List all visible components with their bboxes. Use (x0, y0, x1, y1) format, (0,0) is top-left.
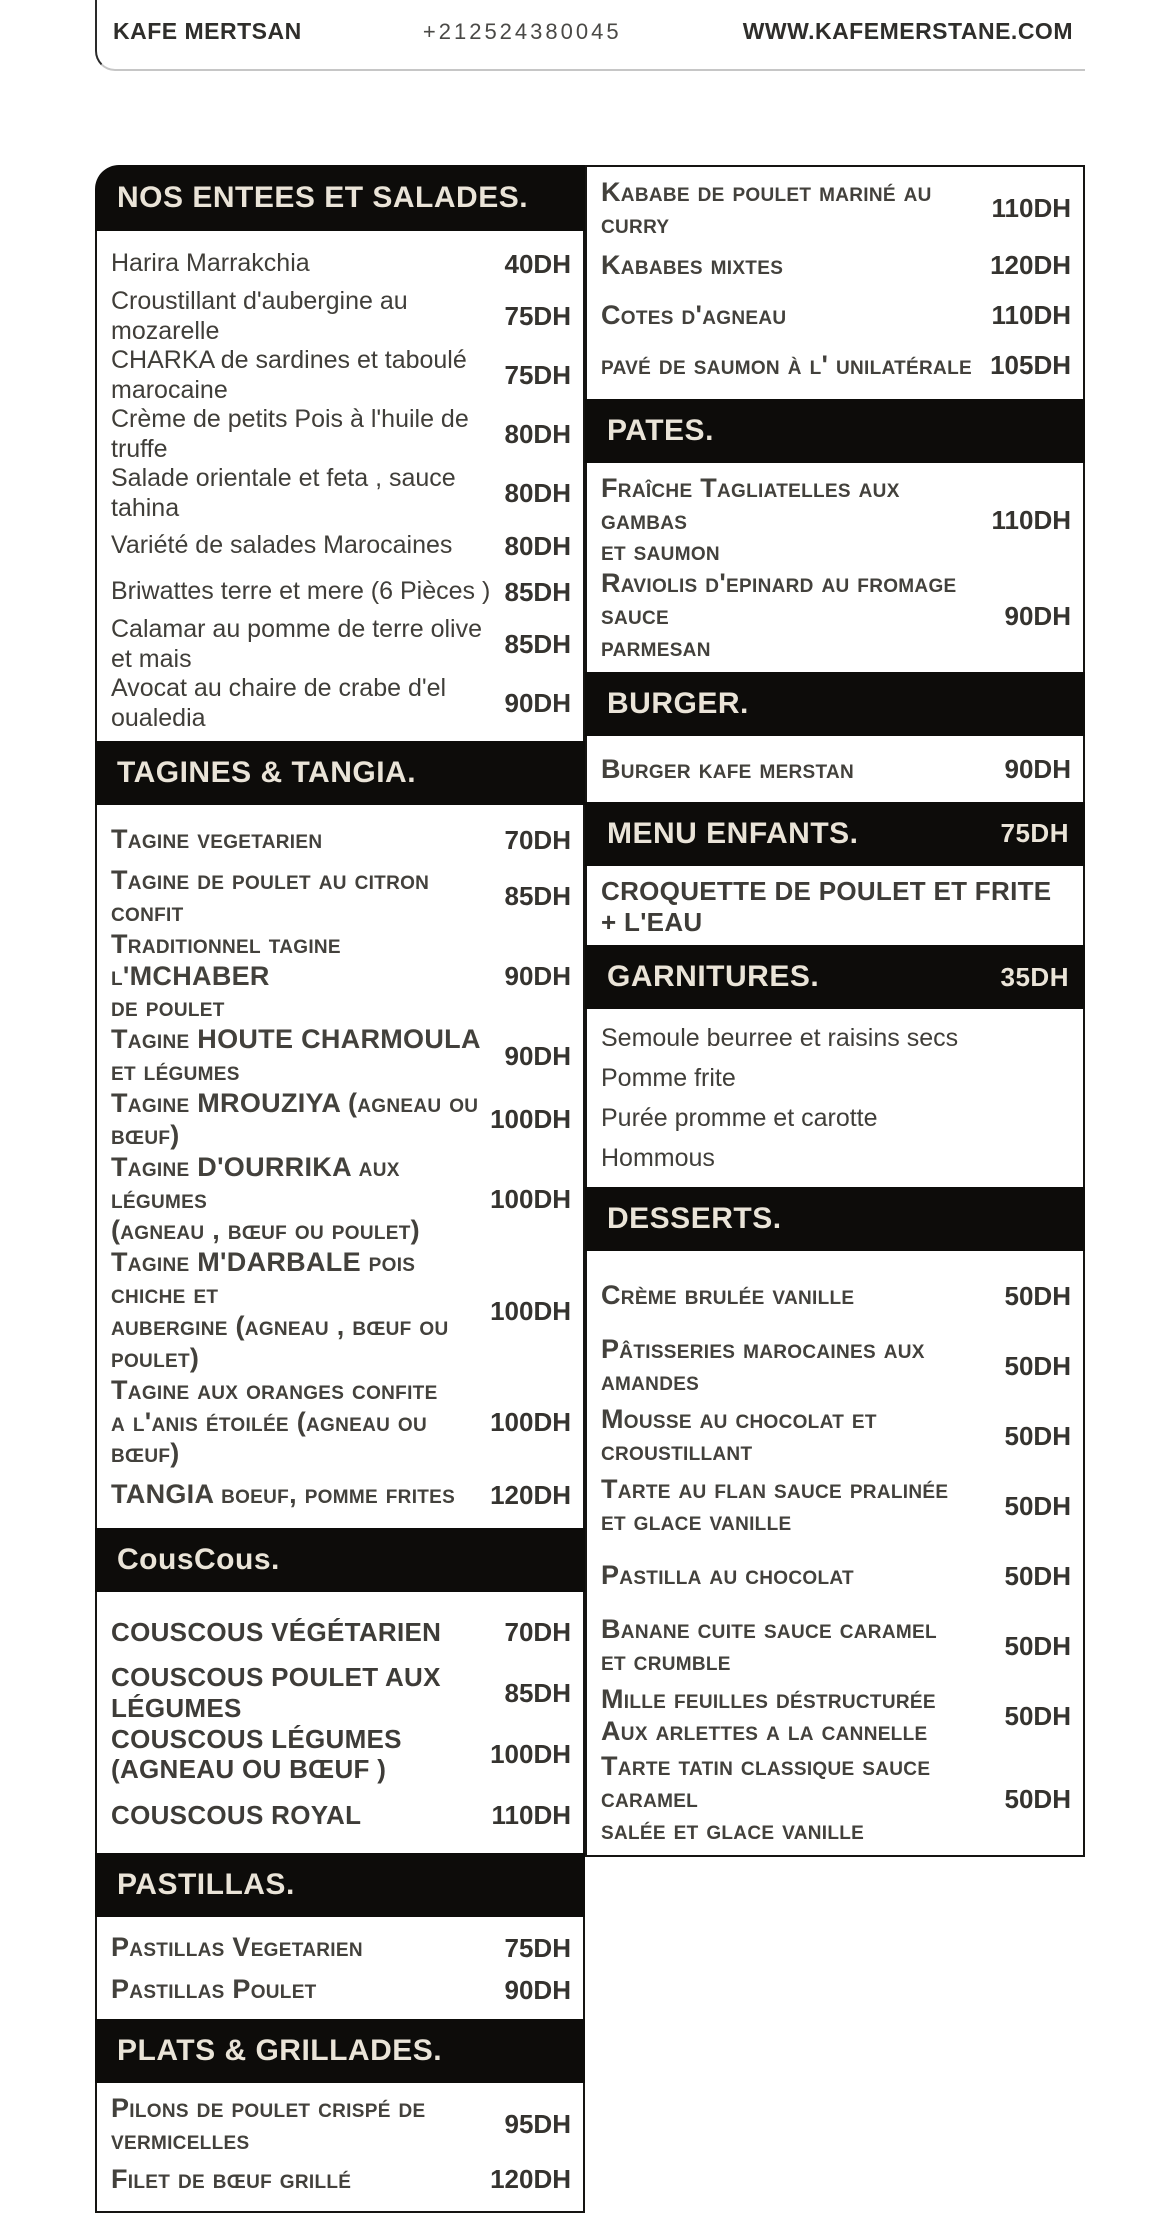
menu-item (97, 241, 583, 287)
section-title: CousCous. (117, 1543, 280, 1577)
item-name (111, 1479, 455, 1511)
menu-item (97, 2093, 583, 2157)
item-name (111, 865, 497, 929)
item-price: 90DH (1004, 600, 1071, 631)
section-header-pastillas (95, 1853, 585, 1917)
item-name-line1: Purée promme et carotte (601, 1104, 878, 1133)
menu-item (97, 1375, 583, 1471)
item-name-line1: Mille feuilles déstructurée (601, 1684, 936, 1715)
item-name-line2: et légumes (111, 1056, 240, 1087)
section-title: GARNITURES. (607, 960, 820, 994)
item-name-line1: Tarte au flan sauce pralinée (601, 1474, 949, 1505)
item-price: 50DH (1004, 1490, 1071, 1521)
section-header-garnitures (585, 945, 1085, 1009)
menu-column-right (585, 165, 1085, 1857)
item-name (601, 350, 972, 382)
menu-item (587, 1099, 1083, 1139)
item-name-line2: et glace vanille (601, 1506, 792, 1537)
item-name-line1: Hommous (601, 1144, 715, 1173)
item-name (601, 1024, 958, 1054)
item-price: 100DH (490, 1295, 571, 1326)
item-name (111, 824, 322, 856)
item-price: 50DH (1004, 1630, 1071, 1661)
item-price: 50DH (1004, 1560, 1071, 1591)
item-name-line2: de poulet (111, 992, 225, 1023)
menu-item (587, 291, 1083, 341)
section-price: 75DH (1000, 818, 1069, 849)
item-name-line1: Tarte tatin classique sauce caramel (601, 1751, 931, 1814)
item-price: 100DH (490, 1184, 571, 1215)
item-name (601, 568, 997, 664)
item-name-line1: Salade orientale et feta , sauce tahina (111, 464, 456, 522)
item-name (111, 929, 497, 1025)
menu-item (587, 1681, 1083, 1751)
section-header-plats-grillades (95, 2019, 585, 2083)
item-name (111, 1932, 363, 1964)
item-name (601, 1064, 736, 1094)
section-header-desserts (585, 1187, 1085, 1251)
section-title: PASTILLAS. (117, 1868, 295, 1902)
section-header-pates (585, 399, 1085, 463)
item-name-line2: et crumble (601, 1646, 731, 1677)
item-name (111, 1617, 441, 1648)
item-name-line1: Crème brulée vanille (601, 1280, 855, 1311)
restaurant-name: KAFE MERTSAN (113, 18, 302, 44)
item-name-line2: Aux arlettes a la cannelle (601, 1716, 928, 1747)
section-header-couscous (95, 1528, 585, 1592)
item-price: 105DH (990, 350, 1071, 381)
item-name (111, 615, 497, 674)
menu-item (97, 287, 583, 346)
section-items-garnitures (585, 1009, 1085, 1187)
item-name-line1: Tagine M'DARBALE pois chiche et (111, 1247, 416, 1310)
menu-item (587, 1541, 1083, 1611)
item-name-line2: et saumon (601, 536, 720, 567)
menu-item (587, 1139, 1083, 1179)
menu-item (587, 1401, 1083, 1471)
item-name-line1: TANGIA boeuf, pomme frites (111, 1479, 456, 1510)
menu-item (97, 1088, 583, 1152)
menu-item (97, 1969, 583, 2011)
section-items-couscous (95, 1592, 585, 1853)
item-name (601, 1404, 997, 1468)
menu-item (97, 1724, 583, 1785)
menu-item (97, 1785, 583, 1845)
item-name (111, 577, 490, 607)
item-price: 40DH (504, 248, 571, 279)
item-name (601, 1334, 997, 1398)
section-items-desserts (585, 1251, 1085, 1857)
item-price: 90DH (504, 1040, 571, 1071)
item-name (111, 1024, 481, 1088)
item-price: 100DH (490, 1407, 571, 1438)
item-name-line1: CROQUETTE DE POULET ET FRITE + L'EAU (601, 875, 1052, 937)
section-title: TAGINES & TANGIA. (117, 756, 417, 789)
menu-footer (95, 0, 1085, 71)
item-name (601, 1280, 854, 1312)
item-price: 50DH (1004, 1350, 1071, 1381)
section-items-pates (585, 463, 1085, 672)
item-name-line1: Harira Marrakchia (111, 249, 310, 278)
item-name (601, 177, 984, 241)
menu-item (97, 523, 583, 569)
item-name-line1: Variété de salades Marocaines (111, 531, 453, 560)
item-name-line1: Pomme frite (601, 1064, 736, 1093)
item-price: 85DH (504, 881, 571, 912)
item-name-line1: Calamar au pomme de terre olive et mais (111, 615, 482, 673)
menu-item (97, 1024, 583, 1088)
item-name (601, 1144, 715, 1174)
menu-item (97, 1927, 583, 1969)
item-name-line2: (agneau , bœuf ou poulet) (111, 1215, 420, 1246)
section-title: NOS ENTEES ET SALADES. (117, 181, 529, 214)
item-name-line1: Tagine D'OURRIKA aux légumes (111, 1151, 400, 1214)
item-name-line1: Tagine de poulet au citron confit (111, 865, 430, 927)
item-name (601, 1104, 878, 1134)
item-name (111, 1152, 482, 1248)
item-name-line1: Filet de bœuf grillé (111, 2163, 352, 2194)
item-name-line1: Pilons de poulet crispé de vermicelles (111, 2093, 426, 2155)
menu-item (587, 1331, 1083, 1401)
item-price: 80DH (504, 530, 571, 561)
menu-item (587, 241, 1083, 291)
menu-item (97, 674, 583, 733)
item-price: 50DH (1004, 1700, 1071, 1731)
section-title: DESSERTS. (607, 1202, 782, 1236)
item-price: 50DH (1004, 1783, 1071, 1814)
website-url: WWW.KAFEMERSTANE.COM (742, 18, 1073, 44)
menu-item (587, 1059, 1083, 1099)
menu-item (587, 876, 1083, 937)
item-name-line1: Tagine HOUTE CHARMOULA (111, 1024, 481, 1055)
item-name-line1: pavé de saumon à l' unilatérale (601, 349, 972, 380)
item-name-line1: Traditionnel tagine l'MCHABER (111, 928, 341, 991)
menu-item (97, 929, 583, 1025)
item-name-line1: COUSCOUS POULET AUX LÉGUMES (111, 1662, 441, 1723)
menu-item (587, 568, 1083, 664)
item-name-line1: Pastillas Vegetarien (111, 1932, 363, 1963)
item-name (601, 473, 984, 569)
menu-item (587, 746, 1083, 794)
section-header-nos-entees-et-salades (95, 165, 585, 231)
item-price: 90DH (504, 1974, 571, 2005)
item-price: 120DH (490, 1479, 571, 1510)
item-name (111, 405, 497, 464)
item-name (601, 754, 854, 786)
item-name (111, 2093, 497, 2157)
item-name-line1: COUSCOUS ROYAL (111, 1799, 362, 1830)
item-price: 120DH (990, 250, 1071, 281)
section-items-continued (585, 165, 1085, 399)
item-name-line1: Kababes mixtes (601, 249, 784, 280)
item-name (111, 1088, 482, 1152)
item-price: 95DH (504, 2109, 571, 2140)
item-name (111, 1974, 317, 2006)
menu-item (97, 2157, 583, 2203)
item-name-line1: Mousse au chocolat et croustillant (601, 1404, 877, 1467)
section-title: MENU ENFANTS. (607, 816, 859, 850)
menu-item (587, 473, 1083, 569)
section-items-plats-grillades (95, 2083, 585, 2213)
item-price: 90DH (504, 688, 571, 718)
item-name (111, 1375, 482, 1471)
menu-body (95, 165, 1085, 2213)
item-price: 85DH (504, 1677, 571, 1708)
item-price: 80DH (504, 478, 571, 508)
item-name-line1: Pastillas Poulet (111, 1974, 317, 2005)
item-price: 75DH (504, 360, 571, 390)
item-name (601, 876, 1071, 937)
item-name (111, 1800, 361, 1831)
menu-item (97, 464, 583, 523)
item-name (601, 1560, 854, 1592)
item-name (111, 531, 452, 561)
menu-item (97, 1470, 583, 1520)
item-name-line1: Tagine MROUZIYA (agneau ou bœuf) (111, 1088, 479, 1150)
section-header-burger (585, 672, 1085, 736)
item-name-line2: aubergine (agneau , bœuf ou poulet) (111, 1311, 449, 1373)
item-name-line1: Cotes d'agneau (601, 299, 787, 330)
section-items-pastillas (95, 1917, 585, 2019)
menu-item (587, 1471, 1083, 1541)
item-price: 50DH (1004, 1280, 1071, 1311)
menu-item (97, 1247, 583, 1374)
menu-item (97, 405, 583, 464)
item-price: 110DH (991, 193, 1071, 224)
section-header-tagines-tangia (95, 741, 585, 805)
menu-item (587, 1611, 1083, 1681)
item-name (111, 1724, 402, 1785)
section-price: 35DH (1000, 961, 1069, 992)
menu-item (97, 815, 583, 865)
menu-column-left (95, 165, 585, 2213)
item-price: 85DH (504, 576, 571, 607)
item-name (601, 1614, 937, 1678)
item-name (111, 287, 497, 346)
item-name-line1: Pâtisseries marocaines aux amandes (601, 1334, 925, 1397)
menu-item (587, 341, 1083, 391)
section-title: PLATS & GRILLADES. (117, 2034, 443, 2068)
item-name (601, 1684, 936, 1748)
item-price: 110DH (991, 300, 1071, 331)
section-items-burger (585, 736, 1085, 802)
phone-number: +212524380045 (422, 19, 622, 44)
item-name-line1: COUSCOUS LÉGUMES (111, 1723, 402, 1754)
item-price: 90DH (1004, 754, 1071, 785)
section-title: PATES. (607, 413, 714, 447)
menu-item (97, 1602, 583, 1662)
item-name-line2: a l'anis étoilée (agneau ou bœuf) (111, 1406, 428, 1469)
item-price: 50DH (1004, 1420, 1071, 1451)
item-name-line1: Briwattes terre et mere (6 Pièces ) (111, 577, 491, 606)
section-header-menu-enfants (585, 802, 1085, 866)
item-name-line2: (AGNEAU OU BŒUF ) (111, 1754, 387, 1785)
item-name-line2: parmesan (601, 632, 711, 663)
item-name-line1: Tagine vegetarien (111, 824, 323, 855)
menu-item (97, 865, 583, 929)
item-name-line1: CHARKA de sardines et taboulé marocaine (111, 346, 467, 404)
item-name (111, 346, 497, 405)
item-price: 110DH (991, 505, 1071, 535)
item-name-line2: salée et glace vanille (601, 1814, 865, 1845)
item-price: 75DH (504, 1932, 571, 1963)
item-name (601, 1474, 948, 1538)
menu-item (587, 1751, 1083, 1847)
item-price: 70DH (504, 824, 571, 855)
item-name (601, 300, 786, 332)
menu-item (97, 615, 583, 674)
menu-item (587, 1019, 1083, 1059)
menu-item (587, 177, 1083, 241)
item-name-line1: Raviolis d'epinard au fromage sauce (601, 568, 957, 631)
item-name (111, 249, 310, 279)
item-name-line1: Semoule beurree et raisins secs (601, 1024, 959, 1053)
menu-item (97, 1662, 583, 1723)
menu-item (587, 1261, 1083, 1331)
item-price: 80DH (504, 419, 571, 449)
item-name (111, 1662, 497, 1723)
item-price: 75DH (504, 301, 571, 331)
item-name-line1: Tagine aux oranges confite (111, 1374, 438, 1405)
item-name-line1: Pastilla au chocolat (601, 1560, 854, 1591)
item-name (111, 2164, 351, 2196)
item-price: 90DH (504, 961, 571, 991)
item-name-line1: Croustillant d'aubergine au mozarelle (111, 287, 408, 345)
item-name-line1: COUSCOUS VÉGÉTARIEN (111, 1616, 442, 1647)
menu-item (97, 569, 583, 615)
item-name (601, 250, 783, 282)
item-name-line1: Avocat au chaire de crabe d'el oualedia (111, 674, 447, 732)
item-name (111, 674, 497, 733)
menu-item (97, 346, 583, 405)
item-price: 110DH (491, 1799, 571, 1830)
item-price: 100DH (490, 1104, 571, 1135)
item-price: 70DH (504, 1616, 571, 1647)
item-price: 85DH (504, 629, 571, 659)
section-items-tagines-tangia (95, 805, 585, 1528)
item-name (601, 1751, 997, 1847)
item-name-line1: Burger kafe merstan (601, 753, 855, 784)
item-name (111, 1247, 482, 1374)
item-name (111, 464, 497, 523)
item-name-line1: Kababe de poulet mariné au curry (601, 177, 932, 239)
item-name-line1: Banane cuite sauce caramel (601, 1614, 937, 1645)
section-items-menu-enfants (585, 866, 1085, 945)
menu-item (97, 1152, 583, 1248)
item-price: 120DH (490, 2164, 571, 2195)
item-name-line1: Crème de petits Pois à l'huile de truffe (111, 405, 469, 463)
section-items-nos-entees-et-salades (95, 231, 585, 741)
item-price: 100DH (490, 1738, 571, 1769)
item-name-line1: Fraîche Tagliatelles aux gambas (601, 472, 900, 535)
section-title: BURGER. (607, 686, 749, 720)
